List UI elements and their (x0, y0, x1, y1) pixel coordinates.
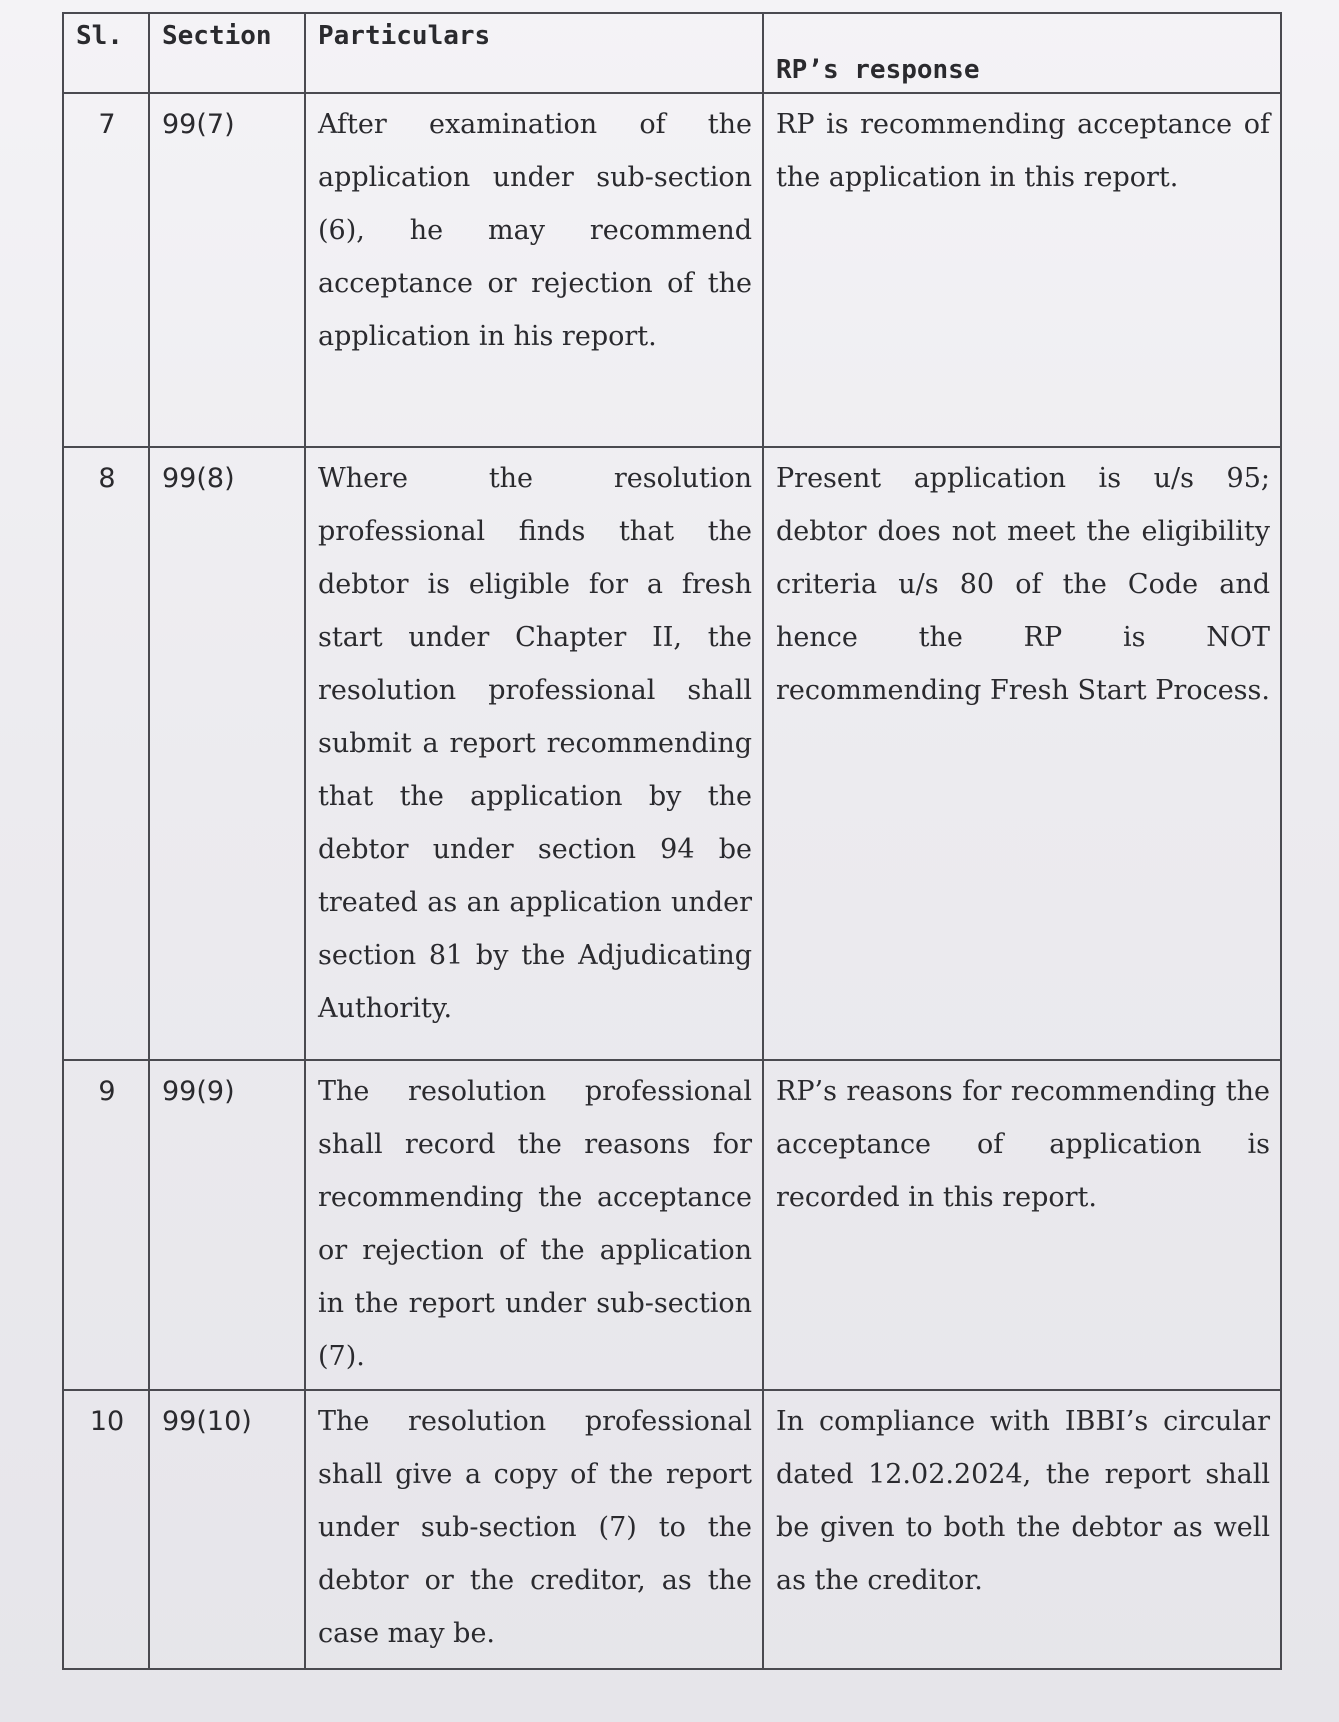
header-response (763, 13, 1281, 93)
cell-response (763, 93, 1281, 447)
cell-sl: 10 (63, 1390, 149, 1669)
header-section: Section (149, 13, 305, 93)
cell-section: 99(7) (149, 93, 305, 447)
cell-response (763, 1390, 1281, 1669)
cell-sl: 9 (63, 1060, 149, 1390)
particulars-text: After examination of the application under sub-section (6), he may recommend acceptance or rejection of the application in his report. (318, 109, 752, 352)
table-row (63, 93, 1281, 447)
response-text: RP’s reasons for recommending the acceptance of application is recorded in this report. (776, 1075, 1270, 1213)
header-response-label: RP’s response (776, 55, 980, 85)
cell-particulars (305, 447, 763, 1060)
header-sl: Sl. (63, 13, 149, 93)
compliance-table (62, 12, 1282, 1670)
table-row (63, 1390, 1281, 1669)
cell-response (763, 447, 1281, 1060)
cell-response (763, 1060, 1281, 1390)
particulars-text: The resolution professional shall give a copy of the report under sub-section (7) to the debtor or the creditor, as the case may be. (318, 1405, 752, 1649)
table-row (63, 447, 1281, 1060)
particulars-text: Where the resolution professional finds that the debtor is eligible for a fresh start under Chapter II, the resolution professional shall submit a report recommending that the application by the debtor under section 94 be treated as an application under section 81 by the Adjudicating Authority. (318, 462, 752, 1024)
cell-particulars (305, 93, 763, 447)
header-particulars: Particulars (305, 13, 763, 93)
cell-particulars (305, 1390, 763, 1669)
cell-section: 99(8) (149, 447, 305, 1060)
table-row (63, 1060, 1281, 1390)
response-text: In compliance with IBBI’s circular dated 12.02.2024, the report shall be given to both the debtor as well as the creditor. (776, 1405, 1270, 1596)
particulars-text: The resolution professional shall record the reasons for recommending the acceptance or rejection of the application in the report under sub-section (7). (318, 1075, 752, 1372)
cell-section: 99(10) (149, 1390, 305, 1669)
response-text: Present application is u/s 95; debtor does not meet the eligibility criteria u/s 80 of the Code and hence the RP is NOT recommending Fresh Start Process. (776, 462, 1270, 706)
cell-sl: 8 (63, 447, 149, 1060)
cell-section: 99(9) (149, 1060, 305, 1390)
cell-sl: 7 (63, 93, 149, 447)
table-header-row (63, 13, 1281, 93)
response-text: RP is recommending acceptance of the application in this report. (776, 109, 1270, 193)
cell-particulars (305, 1060, 763, 1390)
